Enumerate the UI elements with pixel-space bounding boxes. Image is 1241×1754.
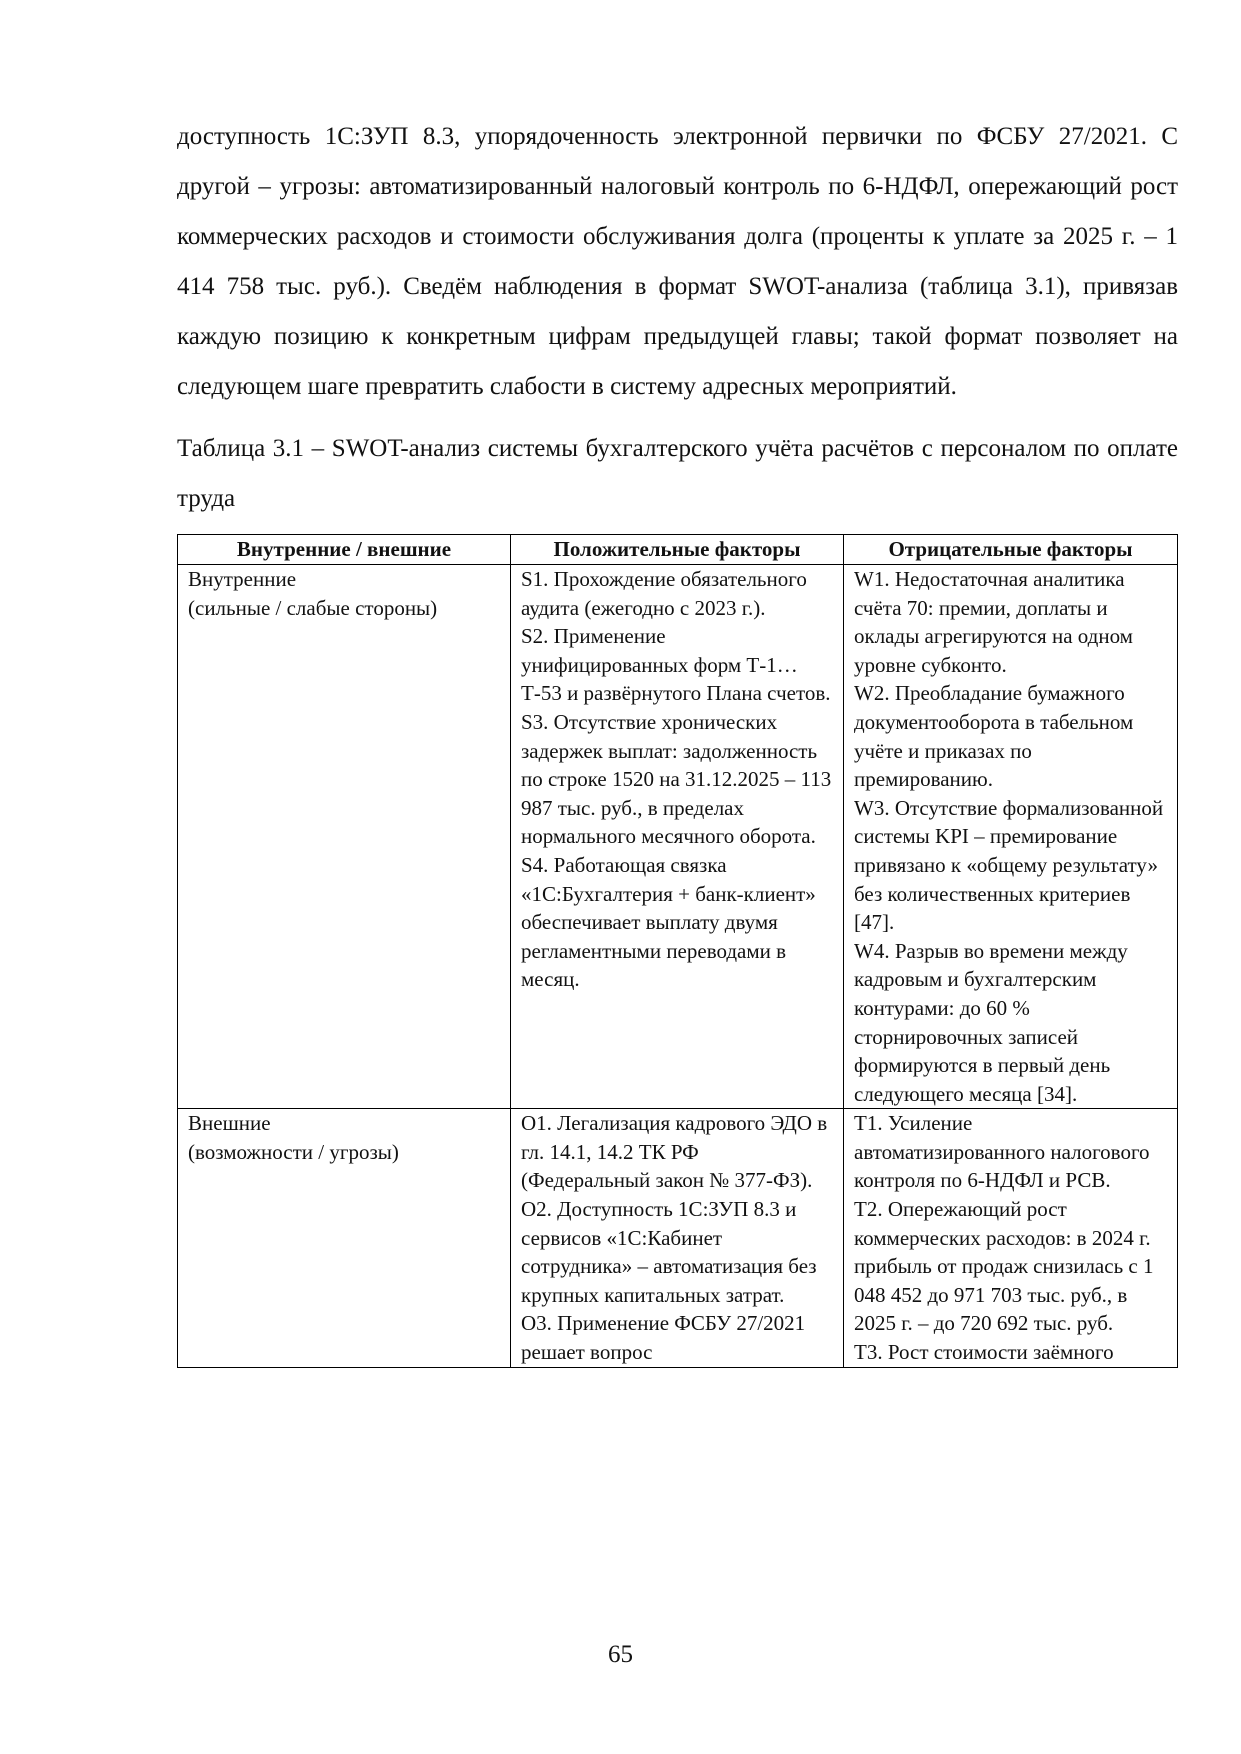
row-label-line: Внутренние: [188, 567, 297, 591]
table-row-external: [178, 1109, 1178, 1367]
body-paragraph: доступность 1С:ЗУП 8.3, упорядоченность электронной первички по ФСБУ 27/2021. С другой – угрозы: автоматизированный налоговый контроль по 6-НДФЛ, опережающий рост коммерческих расходов и стоимости обслуживания долга (проценты к уплате за 2025 г. – 1 414 758 тыс. руб.). Сведём наблюдения в формат SWOT-анализа (таблица 3.1), привязав каждую позицию к конкретным цифрам предыдущей главы; такой формат позволяет на следующем шаге превратить слабости в систему адресных мероприятий.: [177, 123, 1178, 400]
opportunity-item-o2: O2. Доступность 1С:ЗУП 8.3 и сервисов «1С:Кабинет сотрудника» – автоматизация без крупных капитальных затрат.: [521, 1197, 817, 1307]
row-label-external: [178, 1109, 511, 1367]
strength-item-s3: S3. Отсутствие хронических задержек выплат: задолженность по строке 1520 на 31.12.2025 – 113 987 тыс. руб., в пределах нормального месячного оборота.: [521, 709, 832, 849]
table-caption: Таблица 3.1 – SWOT-анализ системы бухгалтерского учёта расчётов с персоналом по оплате труда: [177, 435, 1178, 512]
strength-item-s2: S2. Применение унифицированных форм Т-1…Т-53 и развёрнутого Плана счетов.: [521, 624, 831, 706]
header-cell-internal-external: Внутренние / внешние: [178, 535, 511, 565]
threat-item-t2: T2. Опережающий рост коммерческих расходов: в 2024 г. прибыль от продаж снизилась с 1 048 452 до 971 703 тыс. руб., в 2025 г. – до 720 692 тыс. руб.: [854, 1197, 1154, 1336]
weakness-item-w4: W4. Разрыв во времени между кадровым и бухгалтерским контурами: до 60 % сторнировочных записей формируются в первый день следующего месяца [34].: [854, 938, 1128, 1106]
weakness-item-w2: W2. Преобладание бумажного документооборота в табельном учёте и приказах по премированию.: [854, 681, 1134, 792]
opportunities-cell: [511, 1109, 844, 1367]
opportunity-item-o3: O3. Применение ФСБУ 27/2021 решает вопрос: [521, 1311, 806, 1365]
table-row-internal: [178, 565, 1178, 1109]
opportunity-item-o1: O1. Легализация кадрового ЭДО в гл. 14.1, 14.2 ТК РФ (Федеральный закон № 377-ФЗ).: [521, 1111, 828, 1193]
weakness-item-w1: W1. Недостаточная аналитика счёта 70: премии, доплаты и оклады агрегируются на одном уровне субконто.: [854, 567, 1133, 677]
page-number: 65: [608, 1641, 633, 1668]
strengths-cell: [511, 565, 844, 1109]
document-page: [177, 112, 1178, 1368]
strength-item-s4: S4. Работающая связка «1С:Бухгалтерия + банк-клиент» обеспечивает выплату двумя регламентными переводами в месяц.: [521, 852, 816, 992]
threat-item-t3: T3. Рост стоимости заёмного: [854, 1340, 1114, 1365]
row-label-line: (сильные / слабые стороны): [188, 595, 438, 620]
threat-item-t1: T1. Усиление автоматизированного налогового контроля по 6-НДФЛ и РСВ.: [854, 1111, 1150, 1193]
threats-cell: [844, 1109, 1178, 1367]
table-header-row: [178, 535, 1178, 565]
swot-table: [177, 534, 1178, 1368]
strength-item-s1: S1. Прохождение обязательного аудита (ежегодно с 2023 г.).: [521, 567, 807, 620]
header-cell-positive-factors: Положительные факторы: [511, 535, 844, 565]
row-label-internal: [178, 565, 511, 1109]
row-label-line: (возможности / угрозы): [188, 1139, 399, 1164]
weaknesses-cell: [844, 565, 1178, 1109]
row-label-line: Внешние: [188, 1111, 271, 1136]
header-cell-negative-factors: Отрицательные факторы: [844, 535, 1178, 565]
weakness-item-w3: W3. Отсутствие формализованной системы KPI – премирование привязано к «общему результату» без количественных критериев [47].: [854, 795, 1164, 935]
